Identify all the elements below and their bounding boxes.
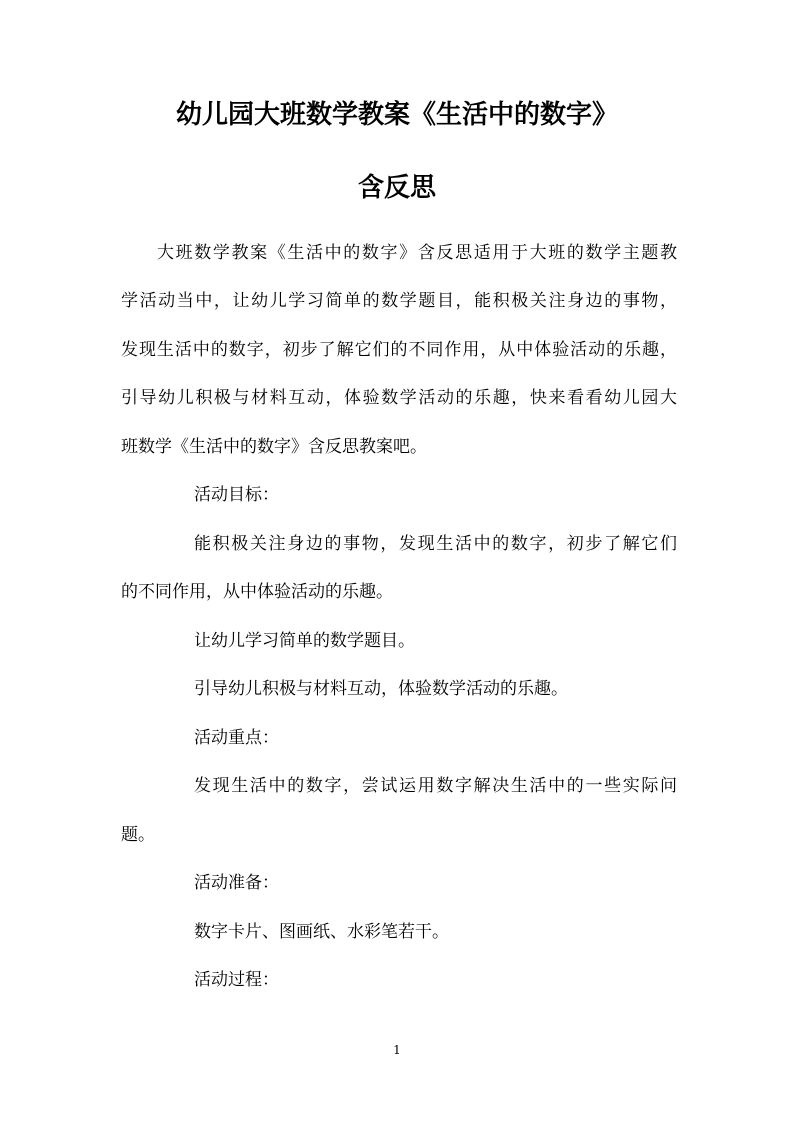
intro-paragraph-line: 大班数学教案《生活中的数字》含反思适用于大班的数学主题教	[157, 243, 677, 263]
intro-paragraph-line: 学活动当中，让幼儿学习简单的数学题目，能积极关注身边的事物，	[121, 291, 677, 311]
page-number: 1	[393, 1043, 401, 1057]
goal-item-2: 让幼儿学习简单的数学题目。	[194, 631, 415, 651]
intro-paragraph-line: 班数学《生活中的数字》含反思教案吧。	[121, 437, 427, 457]
preparation-heading: 活动准备：	[194, 873, 279, 893]
focus-heading: 活动重点：	[194, 728, 279, 748]
goal-item-1: 能积极关注身边的事物，发现生活中的数字，初步了解它们	[194, 534, 677, 554]
preparation-text: 数字卡片、图画纸、水彩笔若干。	[194, 922, 449, 942]
intro-paragraph-line: 引导幼儿积极与材料互动，体验数学活动的乐趣，快来看看幼儿园大	[121, 388, 677, 408]
document-title: 幼儿园大班数学教案《生活中的数字》	[175, 100, 618, 130]
focus-text: 发现生活中的数字，尝试运用数字解决生活中的一些实际问	[194, 776, 677, 796]
process-heading: 活动过程：	[194, 970, 279, 990]
goals-heading: 活动目标：	[194, 485, 279, 505]
intro-paragraph-line: 发现生活中的数字，初步了解它们的不同作用，从中体验活动的乐趣，	[121, 340, 677, 360]
goal-item-1-continued: 的不同作用，从中体验活动的乐趣。	[121, 582, 393, 602]
goal-item-3: 引导幼儿积极与材料互动，体验数学活动的乐趣。	[194, 679, 568, 699]
document-title-continued: 含反思	[357, 173, 436, 203]
focus-text-continued: 题。	[121, 825, 155, 845]
